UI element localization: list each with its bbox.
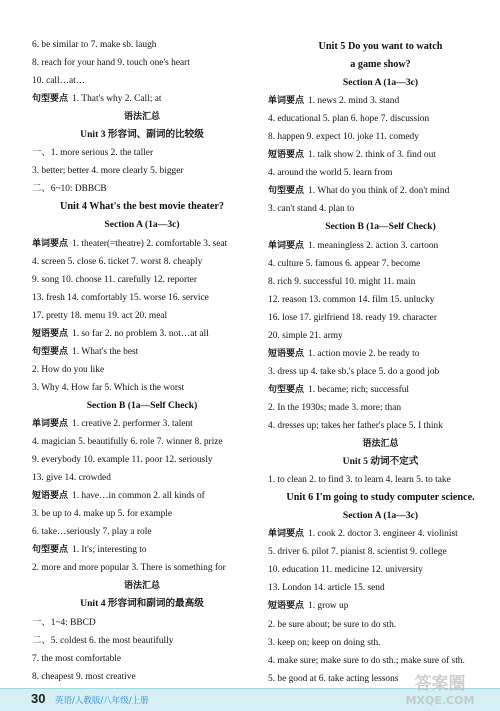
answer-line xyxy=(32,271,252,289)
heading-text: Section A (1a—3c) xyxy=(342,510,419,522)
heading-text: Unit 6 I'm going to study computer science. xyxy=(286,492,475,504)
answer-text: 1. theater(=theatre) 2. comfortable 3. seat xyxy=(72,238,228,249)
answer-text: 8. cheapest 9. most creative xyxy=(32,671,136,682)
answer-text: 1. What do you think of 2. don't mind xyxy=(308,186,450,197)
category-label: 句型要点 xyxy=(32,545,69,556)
answer-line xyxy=(268,597,493,615)
answer-text: 6. take…seriously 7. play a role xyxy=(32,527,152,538)
category-label: 短语要点 xyxy=(268,348,305,359)
answer-text: 1. became; rich; successful xyxy=(308,384,410,395)
heading-text: 语法汇总 xyxy=(123,112,160,123)
category-label: 单词要点 xyxy=(268,96,305,107)
page-number: 30 xyxy=(31,691,46,706)
answer-line xyxy=(268,291,493,309)
category-label: 短语要点 xyxy=(32,491,69,502)
category-label: 单词要点 xyxy=(268,240,305,251)
answer-line xyxy=(268,471,493,489)
answer-text: 8. rich 9. successful 10. might 11. main xyxy=(268,276,416,287)
answer-text: 8. happen 9. expect 10. joke 11. comedy xyxy=(268,132,419,143)
answer-line xyxy=(32,614,252,632)
answer-line xyxy=(268,579,493,597)
answer-line xyxy=(32,541,252,559)
category-label: 短语要点 xyxy=(268,601,305,612)
answer-line xyxy=(32,343,252,361)
answer-line xyxy=(268,309,493,327)
heading-line xyxy=(268,56,493,74)
answer-text: 4. make sure; make sure to do sth.; make sure of sth. xyxy=(268,655,465,666)
category-label: 句型要点 xyxy=(32,346,69,357)
answer-text: 1. That's why 2. Call; at xyxy=(72,94,162,105)
answer-line xyxy=(268,164,493,182)
heading-line xyxy=(32,595,252,613)
answer-text: 3. can't stand 4. plan to xyxy=(268,204,355,215)
answer-line xyxy=(32,90,252,108)
answer-text: 二、6~10: DBBCB xyxy=(32,184,107,195)
answer-text: 1. to clean 2. to find 3. to learn 4. learn 5. to take xyxy=(268,475,451,486)
answer-text: 1. cook 2. doctor 3. engineer 4. violinist xyxy=(308,529,458,540)
answer-text: 3. better; better 4. more clearly 5. bigger xyxy=(32,166,184,177)
answer-text: 一、1~4: BBCD xyxy=(32,617,96,628)
answer-line xyxy=(32,289,252,307)
answer-text: 3. Why 4. How far 5. Which is the worst xyxy=(32,382,185,393)
answer-text: 4. dresses up; takes her father's place 5. I think xyxy=(268,420,443,431)
answer-text: 二、5. coldest 6. the most beautifully xyxy=(32,635,174,646)
answer-line xyxy=(268,381,493,399)
answer-line xyxy=(268,200,493,218)
answer-line xyxy=(32,307,252,325)
answer-text: 3. dress up 4. take sb.'s place 5. do a good job xyxy=(268,366,440,377)
answer-line xyxy=(32,487,252,505)
answer-line xyxy=(268,634,493,652)
answer-text: 13. fresh 14. comfortably 15. worse 16. service xyxy=(32,292,209,303)
answer-text: 6. be similar to 7. make sb. laugh xyxy=(32,40,157,50)
heading-text: Unit 3 形容词、副词的比较级 xyxy=(80,129,204,141)
answer-line xyxy=(32,505,252,523)
answer-line xyxy=(268,110,493,128)
answer-line xyxy=(32,523,252,541)
answer-text: 2. In the 1930s; made 3. more; than xyxy=(268,402,402,413)
answer-text: 13. London 14. article 15. send xyxy=(268,583,385,594)
heading-line xyxy=(268,453,493,471)
answer-text: 4. culture 5. famous 6. appear 7. become xyxy=(268,258,421,269)
category-label: 短语要点 xyxy=(32,328,69,339)
answer-text: 3. keep on; keep on doing sth. xyxy=(268,637,381,648)
section-heading xyxy=(32,577,252,595)
section-heading xyxy=(32,108,252,126)
answer-line xyxy=(32,650,252,668)
heading-line xyxy=(32,216,252,234)
answer-text: 4. magician 5. beautifully 6. role 7. winner 8. prize xyxy=(32,437,223,448)
answer-text: 12. reason 13. common 14. film 15. unlucky xyxy=(268,294,435,305)
heading-line xyxy=(268,218,493,236)
watermark-logo xyxy=(386,669,494,709)
answer-line xyxy=(32,253,252,271)
answer-text: 8. reach for your hand 9. touch one's heart xyxy=(32,58,190,69)
answer-line xyxy=(32,469,252,487)
answer-line xyxy=(268,543,493,561)
heading-line xyxy=(268,489,493,507)
answer-line xyxy=(32,379,252,397)
answer-line xyxy=(268,345,493,363)
answer-text: 4. screen 5. close 6. ticket 7. worst 8. cheaply xyxy=(32,256,203,267)
answer-line xyxy=(268,399,493,417)
heading-line xyxy=(268,507,493,525)
watermark-text-top: 答案圈 xyxy=(414,674,466,694)
answer-text: 2. How do you like xyxy=(32,364,105,375)
answer-text: 1. have…in common 2. all kinds of xyxy=(72,491,205,502)
answer-line xyxy=(32,180,252,198)
answer-line xyxy=(32,415,252,433)
heading-line xyxy=(32,397,252,415)
answer-line xyxy=(268,327,493,345)
answer-text: 9. everybody 10. example 11. poor 12. seriously xyxy=(32,455,213,466)
heading-text: Section A (1a—3c) xyxy=(104,219,180,231)
heading-text: Section A (1a—3c) xyxy=(342,77,419,89)
answer-line xyxy=(268,273,493,291)
answer-line xyxy=(32,433,252,451)
answer-text: 7. the most comfortable xyxy=(32,653,122,664)
answer-line xyxy=(32,668,252,686)
answer-text: 10. education 11. medicine 12. university xyxy=(268,565,423,576)
heading-text: 语法汇总 xyxy=(123,581,160,592)
answer-text: 1. talk show 2. think of 3. find out xyxy=(308,150,436,161)
category-label: 单词要点 xyxy=(32,238,69,249)
answer-line xyxy=(268,237,493,255)
answer-text: 1. action movie 2. be ready to xyxy=(308,348,420,359)
answer-line xyxy=(32,54,252,72)
heading-text: Section B (1a—Self Check) xyxy=(325,221,436,233)
answer-line xyxy=(32,325,252,343)
answer-line xyxy=(32,235,252,253)
answer-text: 1. grow up xyxy=(308,601,349,612)
answer-line xyxy=(32,632,252,650)
answer-line xyxy=(268,255,493,273)
heading-text: Unit 5 动词不定式 xyxy=(342,456,419,468)
heading-text: Section B (1a—Self Check) xyxy=(86,399,198,411)
answer-line xyxy=(268,616,493,634)
answer-line xyxy=(268,182,493,200)
answer-line xyxy=(32,451,252,469)
answer-text: 20. simple 21. army xyxy=(268,330,343,341)
answer-line xyxy=(32,36,252,54)
heading-text: Unit 4 形容词和副词的最高级 xyxy=(80,598,204,610)
section-heading xyxy=(268,435,493,453)
answer-text: 1. It's; interesting to xyxy=(72,545,147,556)
answer-line xyxy=(32,361,252,379)
answer-line xyxy=(268,363,493,381)
heading-line xyxy=(268,74,493,92)
heading-text: Unit 4 What's the best movie theater? xyxy=(60,201,224,213)
heading-text: a game show? xyxy=(350,59,411,71)
book-info-label: 英语/人教版/八年级/上册 xyxy=(55,696,149,706)
category-label: 句型要点 xyxy=(268,384,305,395)
answer-text: 17. pretty 18. menu 19. act 20. meal xyxy=(32,310,168,321)
answer-text: 5. be good at 6. take acting lessons xyxy=(268,673,399,684)
answer-line xyxy=(268,92,493,110)
category-label: 句型要点 xyxy=(268,186,305,197)
answer-text: 13. give 14. crowded xyxy=(32,473,111,484)
answer-line xyxy=(268,146,493,164)
answer-line xyxy=(268,652,493,670)
answer-text: 1. news 2. mind 3. stand xyxy=(308,96,400,107)
answer-text: 1. so far 2. no problem 3. not…at all xyxy=(72,328,209,339)
answer-text: 2. be sure about; be sure to do sth. xyxy=(268,619,397,630)
answer-text: 10. call…at… xyxy=(32,76,86,87)
answer-line xyxy=(268,128,493,146)
category-label: 单词要点 xyxy=(268,529,305,540)
heading-text: Unit 5 Do you want to watch xyxy=(318,41,443,52)
answer-line xyxy=(32,162,252,180)
answer-text: 2. more and more popular 3. There is something for xyxy=(32,563,226,574)
answer-line xyxy=(32,144,252,162)
answer-line xyxy=(268,525,493,543)
answer-text: 1. creative 2. performer 3. talent xyxy=(72,418,193,429)
category-label: 短语要点 xyxy=(268,150,305,161)
heading-line xyxy=(32,126,252,144)
category-label: 单词要点 xyxy=(32,418,69,429)
category-label: 句型要点 xyxy=(32,94,69,105)
answer-text: 4. educational 5. plan 6. hope 7. discussion xyxy=(268,114,430,125)
left-column xyxy=(32,36,252,686)
answer-line xyxy=(268,561,493,579)
heading-text: 语法汇总 xyxy=(362,439,399,450)
answer-text: 1. meaningless 2. action 3. cartoon xyxy=(308,240,439,251)
answer-line xyxy=(268,417,493,435)
answer-text: 16. lose 17. girlfriend 18. ready 19. character xyxy=(268,312,437,323)
answer-text: 3. be up to 4. make up 5. for example xyxy=(32,509,173,520)
right-column xyxy=(268,38,493,688)
answer-line xyxy=(32,72,252,90)
heading-line xyxy=(32,198,252,216)
heading-line xyxy=(268,38,493,56)
answer-text: 一、1. more serious 2. the taller xyxy=(32,148,154,159)
answer-text: 9. song 10. choose 11. carefully 12. reporter xyxy=(32,274,197,285)
watermark-text-bottom: MXQE.COM xyxy=(405,694,475,707)
answer-text: 5. driver 6. pilot 7. pianist 8. scientist 9. college xyxy=(268,547,447,558)
answer-text: 4. around the world 5. learn from xyxy=(268,168,393,179)
answer-text: 1. What's the best xyxy=(72,346,139,357)
answer-line xyxy=(32,559,252,577)
